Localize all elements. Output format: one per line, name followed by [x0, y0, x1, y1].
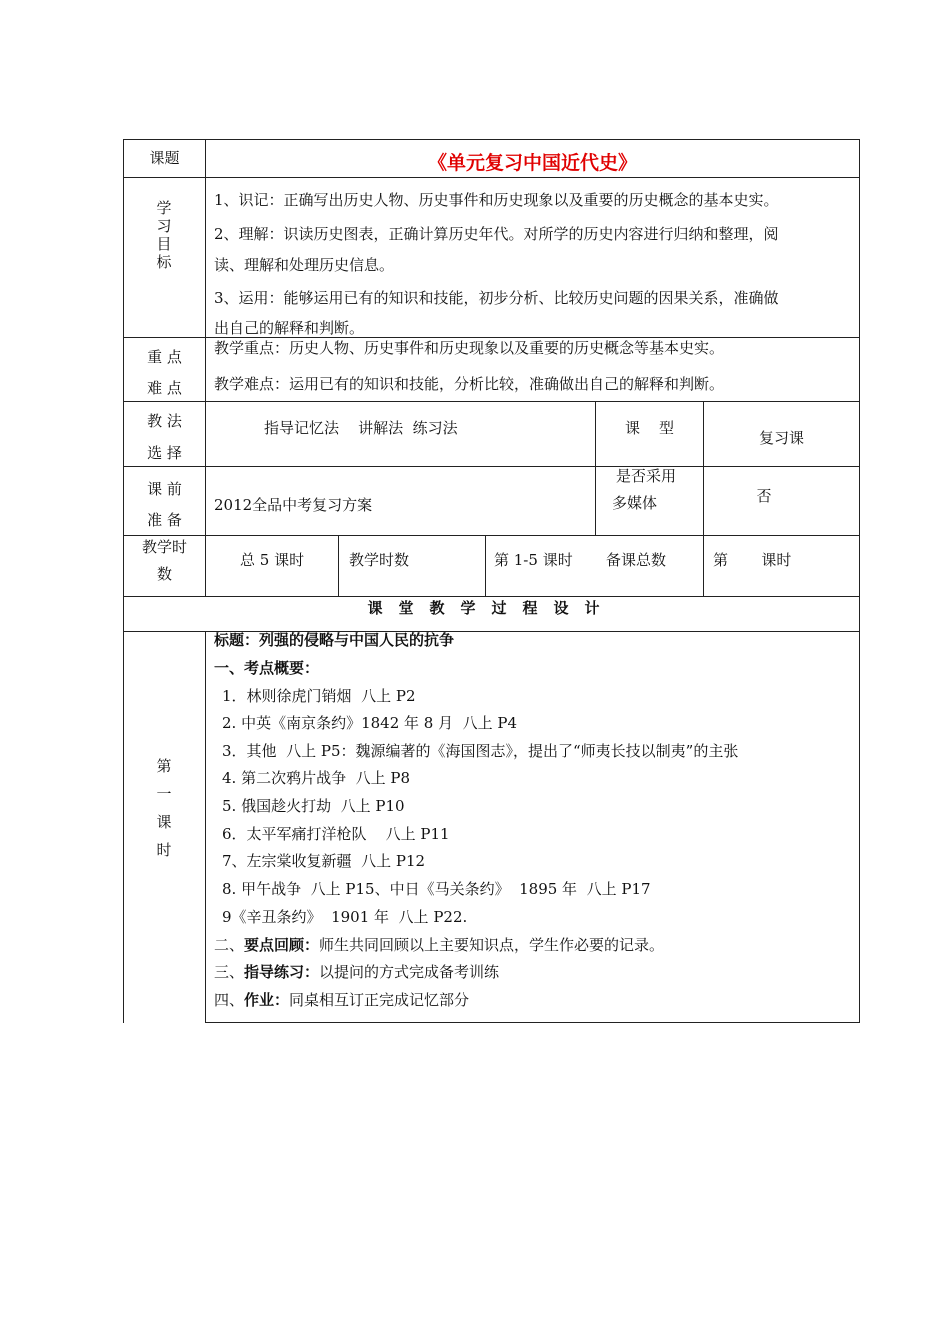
lesson-type-value: 复习课 [758, 429, 804, 447]
review-line [214, 935, 664, 955]
table-border-top [123, 139, 860, 140]
table-col-line [205, 631, 206, 1023]
lesson-label-char: 第 [156, 757, 172, 775]
prep-label: 课 前 [147, 480, 182, 498]
lesson-label-char: 课 [156, 813, 172, 831]
total-hours: 总 5 课时 [240, 551, 305, 569]
list-item: 6．太平军痛打洋枪队 八上 P11 [222, 825, 450, 843]
objective-line: 1、识记：正确写出历史人物、历史事件和历史现象以及重要的历史概念的基本史实。 [214, 191, 779, 209]
practice-heading: 指导练习： [244, 963, 320, 981]
list-item: 3．其他 八上 P5：魏源编著的《海国图志》，提出了“师夷长技以制夷”的主张 [222, 742, 739, 760]
prep-label: 准 备 [147, 511, 182, 529]
objectives-label-char: 习 [156, 217, 172, 235]
objectives-label-char: 目 [156, 235, 172, 253]
nth-hour: 第 课时 [713, 551, 792, 569]
process-header: 课堂教学过程设计 [367, 599, 616, 617]
difficulty-label: 难 点 [147, 379, 182, 397]
objectives-label-char: 标 [156, 253, 172, 271]
objective-line: 3、运用：能够运用已有的知识和技能，初步分析、比较历史问题的因果关系，准确做 [214, 289, 779, 307]
table-row-line [123, 177, 860, 178]
section-heading: 一、考点概要： [214, 659, 320, 677]
page-title: 《单元复习中国近代史》 [427, 152, 637, 174]
table-border-right [859, 139, 860, 1023]
table-border-bottom [205, 1022, 860, 1023]
table-row-line [123, 596, 860, 597]
objective-line: 读、理解和处理历史信息。 [214, 256, 395, 274]
lesson-label [124, 752, 204, 864]
objectives-label-char: 学 [156, 199, 172, 217]
objective-line: 出自己的解释和判断。 [214, 319, 365, 337]
homework-heading: 作业： [244, 991, 290, 1009]
objectives-label [124, 199, 204, 271]
lesson-label-char: 一 [156, 785, 172, 803]
table-col-line [338, 535, 339, 597]
table-col-line [485, 535, 486, 597]
review-text: 师生共同回顾以上主要知识点，学生作必要的记录。 [319, 936, 665, 954]
table-row-line [123, 535, 860, 536]
topic-label: 课题 [149, 149, 180, 167]
table-col-line [205, 139, 206, 597]
multimedia-value: 否 [756, 487, 772, 505]
key-points-label: 重 点 [147, 348, 182, 366]
table-row-line [123, 401, 860, 402]
homework-prefix: 四、 [214, 991, 245, 1009]
lesson-type-label: 课 型 [624, 419, 675, 437]
list-item: 1．林则徐虎门销烟 八上 P2 [222, 687, 416, 705]
objective-line: 2、理解：识读历史图表，正确计算历史年代。对所学的历史内容进行归纳和整理，阅 [214, 225, 779, 243]
prep-total-label: 备课总数 [606, 551, 667, 569]
list-item: 7、左宗棠收复新疆 八上 P12 [222, 852, 426, 870]
hours-label: 数 [156, 565, 172, 583]
methods-label: 教 法 [147, 412, 182, 430]
teaching-difficulty: 教学难点：运用已有的知识和技能，分析比较，准确做出自己的解释和判断。 [214, 375, 725, 393]
practice-text: 以提问的方式完成备考训练 [319, 963, 500, 981]
homework-text: 同桌相互订正完成记忆部分 [289, 991, 470, 1009]
list-item: 2. 中英《南京条约》1842 年 8 月 八上 P4 [222, 714, 518, 732]
methods-label: 选 择 [147, 444, 182, 462]
multimedia-label: 多媒体 [612, 494, 658, 512]
teaching-focus: 教学重点：历史人物、历史事件和历史现象以及重要的历史概念等基本史实。 [214, 339, 725, 357]
review-heading: 要点回顾： [244, 936, 320, 954]
lesson-heading: 标题：列强的侵略与中国人民的抗争 [214, 631, 455, 649]
list-item: 8. 甲午战争 八上 P15、中日《马关条约》 1895 年 八上 P17 [222, 880, 651, 898]
table-row-line [123, 466, 860, 467]
hours-range: 第 1-5 课时 [494, 551, 573, 569]
teaching-hours-label: 教学时数 [349, 551, 410, 569]
list-item: 4. 第二次鸦片战争 八上 P8 [222, 769, 411, 787]
review-prefix: 二、 [214, 936, 245, 954]
practice-line [214, 962, 499, 982]
hours-label: 教学时 [141, 538, 187, 556]
lesson-label-char: 时 [156, 841, 172, 859]
multimedia-label: 是否采用 [616, 467, 677, 485]
methods-value: 指导记忆法 讲解法 练习法 [264, 419, 458, 437]
list-item: 9《辛丑条约》 1901 年 八上 P22. [222, 908, 468, 926]
homework-line [214, 990, 469, 1010]
prep-value: 2012全品中考复习方案 [214, 496, 373, 514]
list-item: 5. 俄国趁火打劫 八上 P10 [222, 797, 405, 815]
practice-prefix: 三、 [214, 963, 245, 981]
